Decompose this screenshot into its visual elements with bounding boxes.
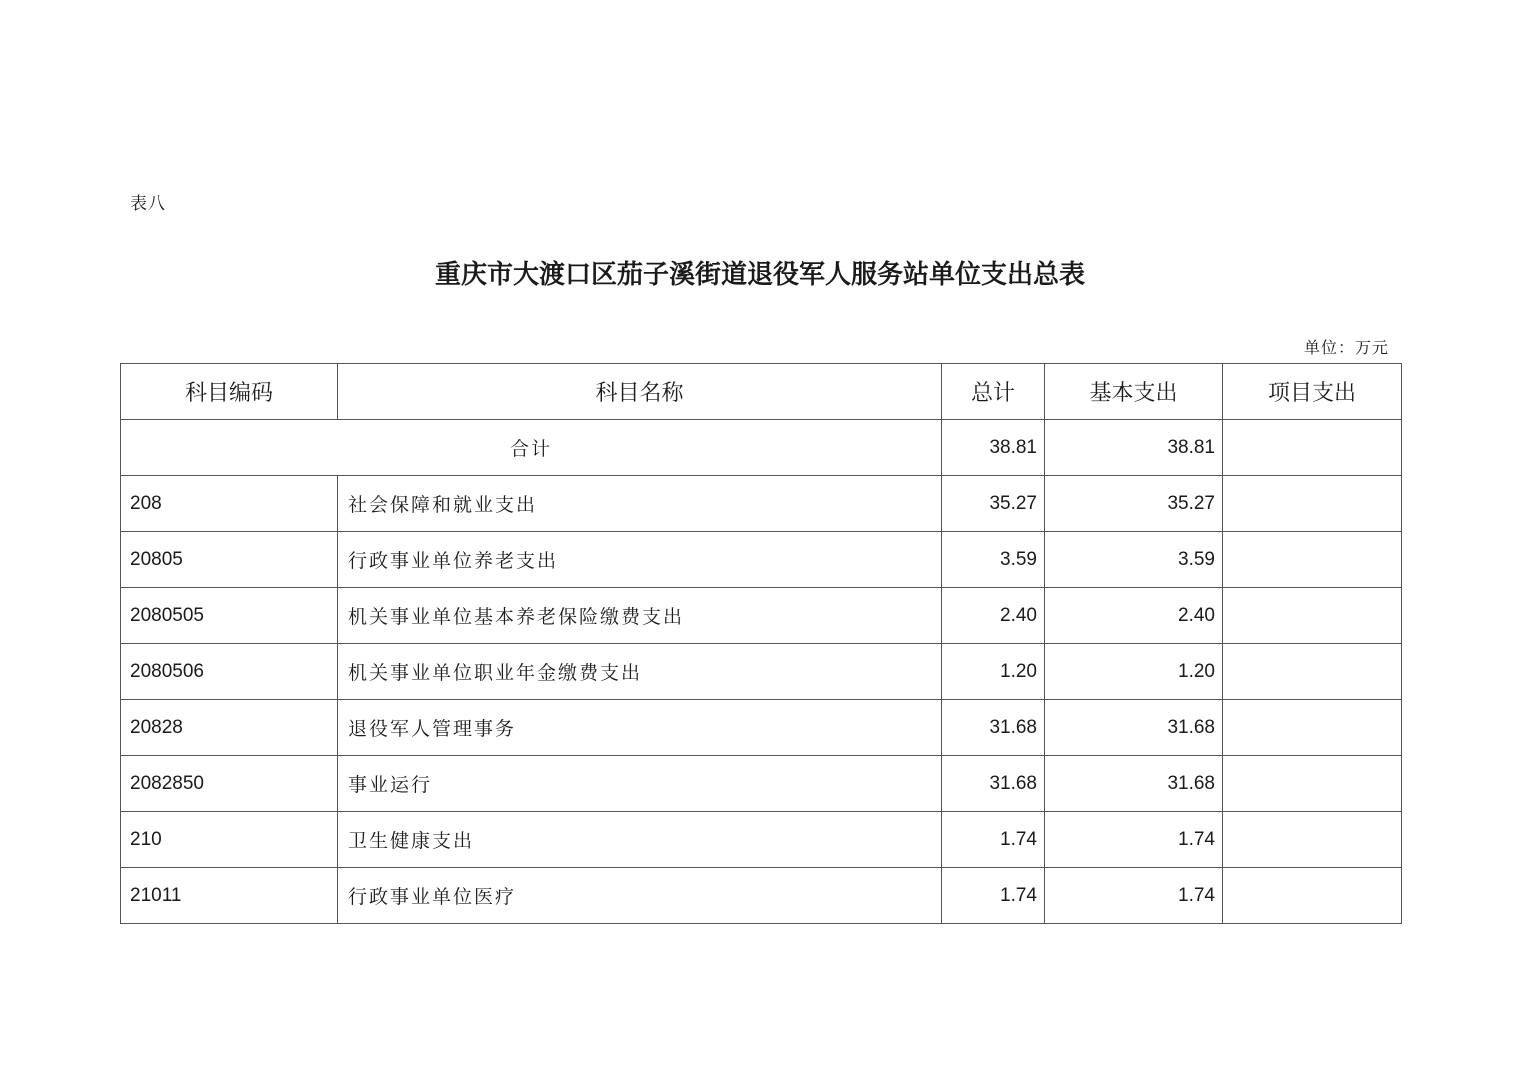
row-total: 1.20	[942, 644, 1045, 700]
table-row	[121, 868, 1402, 924]
row-total: 1.74	[942, 868, 1045, 924]
row-name: 社会保障和就业支出	[338, 476, 942, 532]
row-code: 2082850	[121, 756, 338, 812]
expenditure-table	[120, 363, 1402, 924]
row-code: 208	[121, 476, 338, 532]
row-total: 35.27	[942, 476, 1045, 532]
table-row	[121, 476, 1402, 532]
table-row	[121, 532, 1402, 588]
row-name: 行政事业单位养老支出	[338, 532, 942, 588]
row-name: 事业运行	[338, 756, 942, 812]
row-name: 机关事业单位基本养老保险缴费支出	[338, 588, 942, 644]
header-total: 总计	[942, 364, 1045, 420]
table-number-label: 表八	[130, 194, 166, 214]
row-basic: 35.27	[1045, 476, 1223, 532]
header-basic: 基本支出	[1045, 364, 1223, 420]
table-row	[121, 700, 1402, 756]
row-project	[1223, 868, 1402, 924]
row-basic: 1.20	[1045, 644, 1223, 700]
row-project	[1223, 532, 1402, 588]
row-basic: 3.59	[1045, 532, 1223, 588]
row-name: 机关事业单位职业年金缴费支出	[338, 644, 942, 700]
row-basic: 1.74	[1045, 868, 1223, 924]
header-row	[121, 364, 1402, 420]
row-project	[1223, 644, 1402, 700]
unit-label: 单位：万元	[1303, 338, 1389, 357]
total-basic: 38.81	[1045, 420, 1223, 476]
row-basic: 31.68	[1045, 700, 1223, 756]
row-project	[1223, 812, 1402, 868]
header-project: 项目支出	[1223, 364, 1402, 420]
table-row	[121, 588, 1402, 644]
table-row	[121, 812, 1402, 868]
row-total: 1.74	[942, 812, 1045, 868]
row-name: 退役军人管理事务	[338, 700, 942, 756]
total-project	[1223, 420, 1402, 476]
row-code: 20828	[121, 700, 338, 756]
row-total: 31.68	[942, 756, 1045, 812]
total-row	[121, 420, 1402, 476]
row-code: 2080505	[121, 588, 338, 644]
row-total: 3.59	[942, 532, 1045, 588]
header-name: 科目名称	[338, 364, 942, 420]
row-basic: 31.68	[1045, 756, 1223, 812]
row-code: 2080506	[121, 644, 338, 700]
row-name: 卫生健康支出	[338, 812, 942, 868]
row-project	[1223, 700, 1402, 756]
row-project	[1223, 476, 1402, 532]
row-code: 21011	[121, 868, 338, 924]
row-project	[1223, 756, 1402, 812]
row-name: 行政事业单位医疗	[338, 868, 942, 924]
row-code: 210	[121, 812, 338, 868]
row-total: 2.40	[942, 588, 1045, 644]
row-project	[1223, 588, 1402, 644]
total-total: 38.81	[942, 420, 1045, 476]
row-code: 20805	[121, 532, 338, 588]
row-total: 31.68	[942, 700, 1045, 756]
total-label: 合计	[121, 420, 942, 476]
header-code: 科目编码	[121, 364, 338, 420]
table-row	[121, 756, 1402, 812]
row-basic: 2.40	[1045, 588, 1223, 644]
document-title: 重庆市大渡口区茄子溪街道退役军人服务站单位支出总表	[434, 260, 1085, 290]
row-basic: 1.74	[1045, 812, 1223, 868]
table-row	[121, 644, 1402, 700]
